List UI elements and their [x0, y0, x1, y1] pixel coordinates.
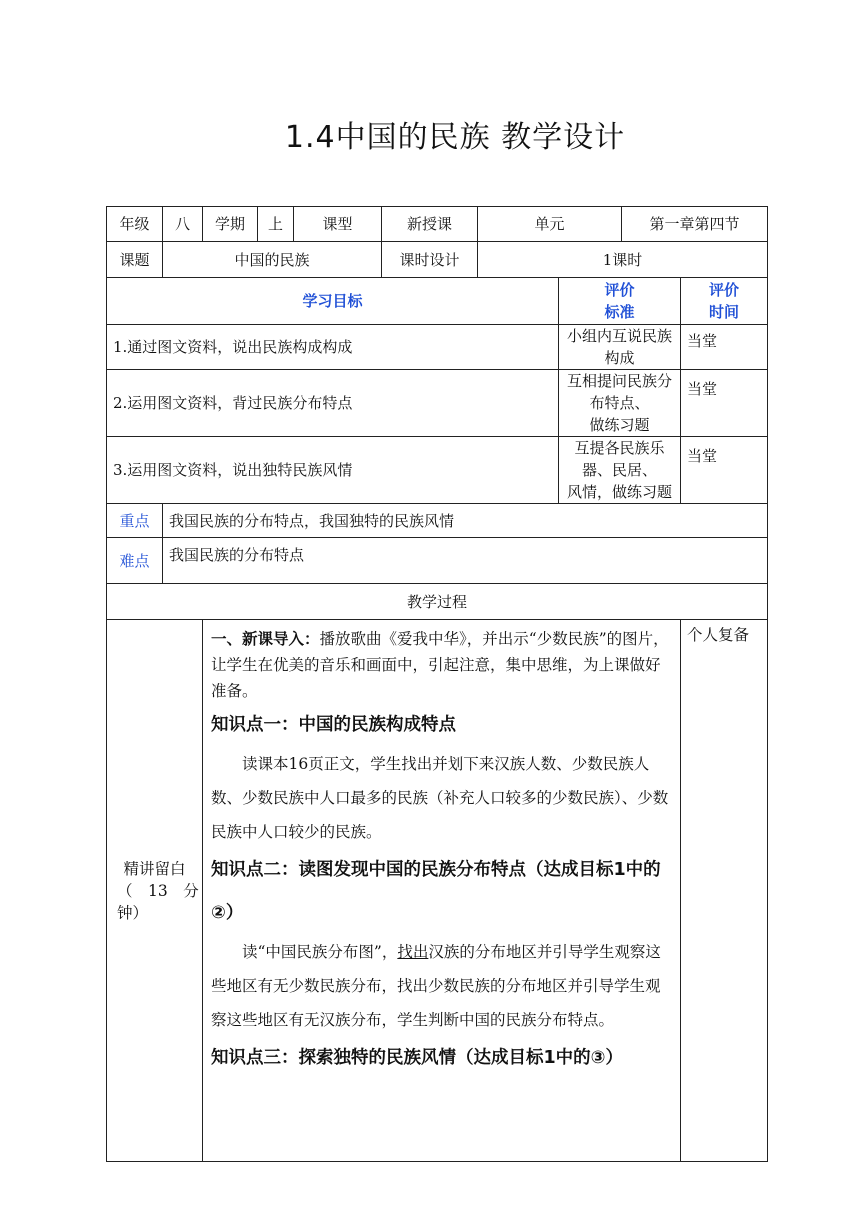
- objective-standard-line1: 互提各民族乐器、民居、: [574, 439, 665, 479]
- type-label: 课型: [294, 207, 382, 242]
- intro-paragraph: [211, 626, 674, 704]
- hours-value: 1课时: [478, 242, 768, 278]
- knowledge-point-1-text: 读课本16页正文，学生找出并划下来汉族人数、少数民族人数、少数民族中人口最多的民族（补充人口较多的少数民族）、少数民族中人口较少的民族。: [211, 755, 669, 841]
- difficulty-text: 我国民族的分布特点: [163, 538, 768, 584]
- objectives-header-row: [107, 278, 768, 325]
- lesson-plan-table: [106, 206, 768, 1162]
- objective-time: 当堂: [681, 370, 768, 437]
- side-note: 个人复备: [681, 620, 768, 1162]
- term-label: 学期: [203, 207, 258, 242]
- difficulty-label: 难点: [107, 538, 163, 584]
- objective-row: [107, 437, 768, 504]
- key-point-text: 我国民族的分布特点，我国独特的民族风情: [163, 504, 768, 538]
- hours-label: 课时设计: [382, 242, 478, 278]
- process-header-row: [107, 584, 768, 620]
- process-content: [203, 620, 681, 1162]
- eval-time-header-line1: 评价: [709, 281, 740, 299]
- objective-row: [107, 370, 768, 437]
- type-value: 新授课: [382, 207, 478, 242]
- kp2-text-pre: 读“中国民族分布图”，: [242, 943, 398, 961]
- process-stage-cell: [107, 620, 203, 1162]
- header-row: [107, 207, 768, 242]
- difficulty-row: [107, 538, 768, 584]
- eval-standard-header-line1: 评价: [604, 281, 635, 299]
- unit-value: 第一章第四节: [622, 207, 768, 242]
- objective-standard-line1: 小组内互说民族构成: [567, 327, 673, 367]
- intro-text: 播放歌曲《爱我中华》，并出示“少数民族”的图片，让学生在优美的音乐和画面中，引起注意，集中思维，为上课做好准备。: [211, 630, 669, 700]
- knowledge-point-3-title: 知识点三：探索独特的民族风情（达成目标1中的③）: [211, 1048, 623, 1068]
- key-point-row: [107, 504, 768, 538]
- key-point-label: 重点: [107, 504, 163, 538]
- process-header: 教学过程: [107, 584, 768, 620]
- objective-goal: 2.运用图文资料，背过民族分布特点: [107, 370, 559, 437]
- eval-standard-header: [559, 278, 681, 325]
- objective-standard-line2: 风情，做练习题: [567, 483, 673, 501]
- objective-goal: 1.通过图文资料，说出民族构成构成: [107, 325, 559, 370]
- knowledge-point-2-title: 知识点二：读图发现中国的民族分布特点（达成目标1中的②）: [211, 860, 661, 923]
- stage-duration-end: 钟）: [117, 903, 149, 922]
- intro-heading: 一、新课导入：: [211, 629, 320, 648]
- objective-row: [107, 325, 768, 370]
- topic-value: 中国的民族: [163, 242, 382, 278]
- stage-name: 精讲留白: [123, 859, 186, 878]
- eval-standard-header-line2: 标准: [604, 303, 635, 321]
- objective-goal: 3.运用图文资料，说出独特民族风情: [107, 437, 559, 504]
- objective-time: 当堂: [681, 437, 768, 504]
- stage-duration: （ 13 分: [117, 881, 199, 900]
- objective-standard-line2: 做练习题: [589, 416, 650, 434]
- grade-label: 年级: [107, 207, 163, 242]
- unit-label: 单元: [478, 207, 622, 242]
- goal-header: 学习目标: [107, 278, 559, 325]
- topic-label: 课题: [107, 242, 163, 278]
- objective-time: 当堂: [681, 325, 768, 370]
- kp2-underlined-word: 找出: [397, 943, 429, 961]
- process-row: [107, 620, 768, 1162]
- kp2-text-rest: 汉族的分布地区并引导学生观察这些地区有无少数民族分布，找出少数民族的分布地区并引导学生观察这些地区有无汉族分布，学生判断中国的民族分布特点。: [211, 943, 661, 1029]
- topic-row: [107, 242, 768, 278]
- objective-standard-line1: 互相提问民族分布特点、: [567, 372, 673, 412]
- knowledge-point-2-text: [211, 935, 674, 1037]
- eval-time-header-line2: 时间: [709, 303, 740, 321]
- knowledge-point-1-title: 知识点一：中国的民族构成特点: [211, 715, 456, 735]
- objective-standard: [559, 325, 681, 370]
- objective-standard: [559, 437, 681, 504]
- term-value: 上: [258, 207, 294, 242]
- eval-time-header: [681, 278, 768, 325]
- document-title: 1.4中国的民族 教学设计: [284, 120, 626, 155]
- objective-standard: [559, 370, 681, 437]
- grade-value: 八: [163, 207, 203, 242]
